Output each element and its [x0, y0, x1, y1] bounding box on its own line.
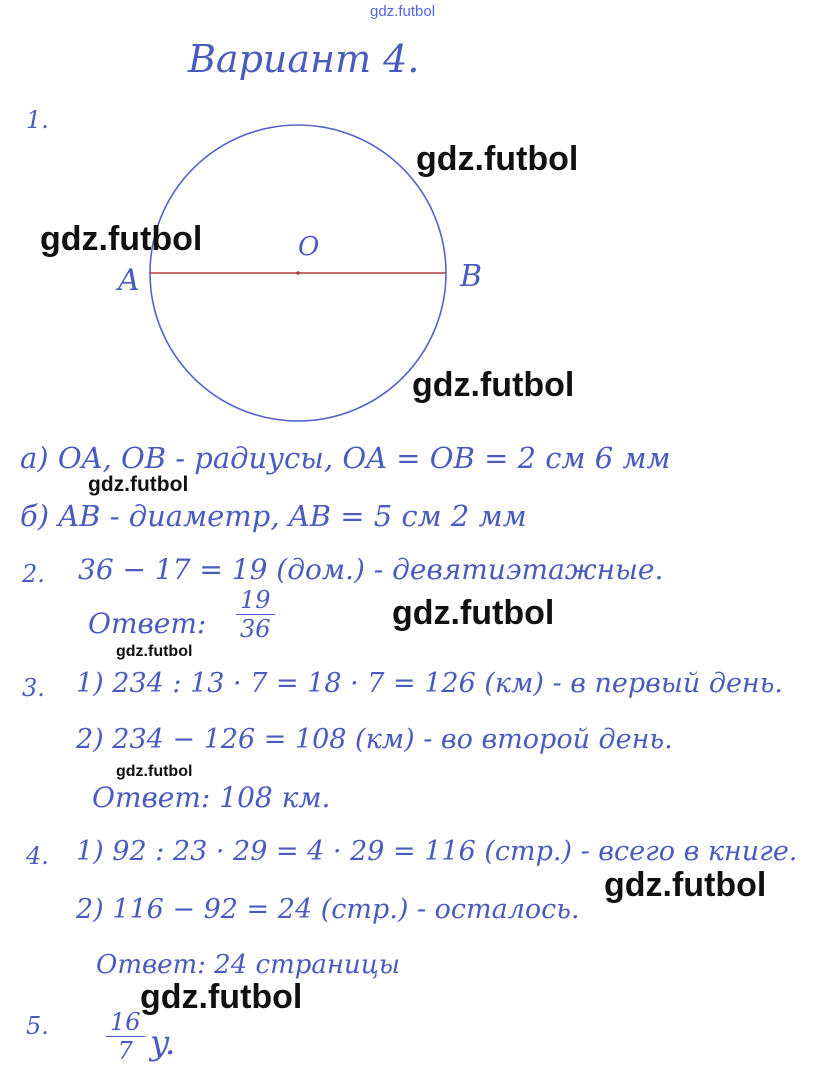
task2-line: 36 − 17 = 19 (дом.) - девятиэтажные. [78, 553, 664, 586]
point-b-label: B [460, 259, 483, 294]
task3-answer: Ответ: 108 км. [92, 781, 331, 814]
point-a-label: A [118, 263, 140, 298]
task2-number: 2. [22, 560, 45, 588]
watermark-top: gdz.futbol [370, 3, 436, 20]
task5-fraction [106, 1010, 145, 1063]
watermark: gdz.futbol [116, 763, 193, 780]
task1-number: 1. [26, 106, 49, 134]
fraction-numerator: 16 [106, 1010, 145, 1037]
task2-answer-label: Ответ: [88, 607, 207, 640]
watermark: gdz.futbol [116, 643, 193, 660]
watermark: gdz.futbol [88, 473, 189, 496]
watermark: gdz.futbol [604, 866, 767, 904]
task4-line1: 1) 92 : 23 · 29 = 4 · 29 = 116 (стр.) - всего в книге. [76, 836, 798, 867]
task1-line-b: б) AB - диаметр, AB = 5 см 2 мм [20, 499, 527, 533]
watermark: gdz.futbol [392, 594, 555, 632]
page-title: Вариант 4. [188, 37, 420, 81]
fraction-denominator: 7 [117, 1037, 133, 1065]
watermark: gdz.futbol [412, 366, 575, 404]
task4-answer: Ответ: 24 страницы [96, 950, 401, 980]
task4-line2: 2) 116 − 92 = 24 (стр.) - осталось. [76, 894, 580, 925]
task3-line2: 2) 234 − 126 = 108 (км) - во второй день. [76, 724, 673, 755]
fraction-numerator: 19 [236, 588, 275, 615]
fraction-denominator: 36 [240, 615, 271, 643]
watermark: gdz.futbol [40, 220, 203, 258]
task5-suffix: y. [150, 1023, 176, 1063]
watermark: gdz.futbol [416, 140, 579, 178]
task3-line1: 1) 234 : 13 · 7 = 18 · 7 = 126 (км) - в первый день. [76, 668, 783, 699]
task4-number: 4. [26, 842, 49, 870]
task2-answer-fraction [236, 588, 275, 641]
task5-number: 5. [26, 1012, 49, 1040]
watermark: gdz.futbol [140, 978, 303, 1016]
center-o-label: O [298, 232, 320, 262]
task3-number: 3. [22, 674, 45, 702]
task1-line-a: а) OA, OB - радиусы, OA = OB = 2 см 6 мм [20, 441, 671, 475]
